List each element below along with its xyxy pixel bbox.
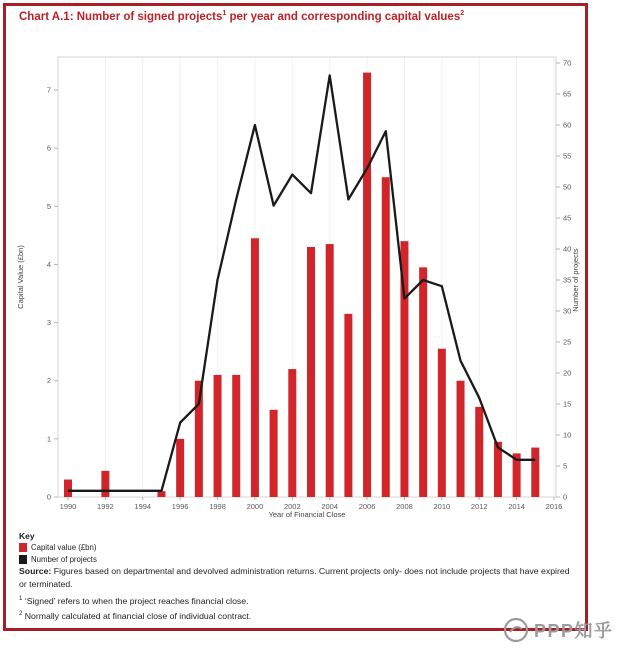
- capital-value-bar-2011: [457, 381, 465, 497]
- capital-value-bar-1995: [157, 491, 165, 497]
- footnote-2-text: Normally calculated at financial close of individual contract.: [22, 611, 252, 622]
- right-y-axis-title: Number of projects: [571, 248, 580, 312]
- x-axis-tick-label: 2014: [508, 502, 525, 511]
- chart-title-text: Chart A.1: Number of signed projects: [19, 11, 223, 23]
- footnote-1: [19, 594, 575, 609]
- capital-value-bar-1998: [214, 375, 222, 497]
- left-axis-tick-label: 5: [46, 201, 51, 211]
- capital-value-swatch: [19, 543, 27, 552]
- x-axis-title: Year of Financial Close: [268, 510, 346, 519]
- x-axis-tick-label: 1998: [209, 502, 226, 511]
- capital-value-bar-2007: [382, 177, 390, 497]
- right-axis-tick-label: 20: [563, 368, 572, 378]
- right-axis-tick-label: 65: [563, 89, 572, 99]
- right-axis-tick-label: 30: [563, 306, 572, 316]
- left-y-axis-title: Capital Value (£bn): [16, 245, 25, 309]
- capital-value-bar-2001: [270, 410, 278, 497]
- legend-item-capital-value: [19, 543, 97, 552]
- capital-value-bar-2002: [288, 369, 296, 497]
- source-note: [19, 565, 575, 591]
- source-text: Figures based on departmental and devolved administration returns. Current projects only- does not include projects that have expired or terminated.: [19, 566, 570, 590]
- legend-title: Key: [19, 531, 35, 541]
- left-axis-tick-label: 2: [46, 376, 51, 386]
- right-axis-tick-label: 50: [563, 182, 572, 192]
- x-axis-tick-label: 2004: [321, 502, 339, 511]
- capital-value-bar-2006: [363, 73, 371, 497]
- right-axis-tick-label: 35: [563, 275, 572, 285]
- right-axis-tick-label: 40: [563, 244, 572, 254]
- legend-label: Capital value (£bn): [31, 543, 97, 552]
- left-axis-tick-label: 1: [46, 434, 51, 444]
- legend-label: Number of projects: [31, 555, 97, 564]
- capital-value-bar-1999: [232, 375, 240, 497]
- left-axis-tick-label: 3: [46, 318, 51, 328]
- right-axis-tick-label: 10: [563, 430, 572, 440]
- x-axis-tick-label: 2000: [246, 502, 264, 511]
- capital-value-bar-1996: [176, 439, 184, 497]
- x-axis-tick-label: 2008: [396, 502, 413, 511]
- capital-value-bar-2000: [251, 238, 259, 497]
- x-axis-tick-label: 1994: [134, 502, 152, 511]
- right-axis-tick-label: 70: [563, 58, 572, 68]
- left-axis-tick-label: 6: [46, 143, 51, 153]
- source-label: Source:: [19, 566, 52, 576]
- x-axis-tick-label: 2002: [283, 502, 301, 511]
- right-axis-tick-label: 25: [563, 337, 572, 347]
- right-axis-tick-label: 5: [563, 461, 568, 471]
- x-axis-tick-label: 2012: [470, 502, 488, 511]
- spiral-logo-icon: [503, 617, 529, 643]
- x-axis-tick-label: 2010: [433, 502, 451, 511]
- watermark: [503, 617, 614, 643]
- capital-value-bar-2005: [344, 314, 352, 497]
- x-axis-tick-label: 1996: [171, 502, 189, 511]
- title-footnote-2-marker: 2: [460, 10, 465, 18]
- title-footnote-1-marker: 1: [222, 10, 227, 18]
- legend: [19, 531, 97, 567]
- watermark-text: PPP知乎: [534, 621, 614, 641]
- footnotes: [19, 594, 575, 624]
- number-of-projects-swatch: [19, 555, 27, 564]
- x-axis-tick-label: 2016: [545, 502, 563, 511]
- x-axis-tick-label: 2006: [358, 502, 376, 511]
- capital-value-bar-2010: [438, 349, 446, 497]
- capital-value-bar-1990: [64, 480, 72, 497]
- footnote-2-marker: 2: [19, 611, 23, 618]
- x-axis-tick-label: 1992: [97, 502, 114, 511]
- footnote-1-text: ‘Signed’ refers to when the project reaches financial close.: [22, 596, 249, 606]
- right-axis-tick-label: 55: [563, 151, 572, 161]
- right-axis-tick-label: 15: [563, 399, 572, 409]
- footnote-2: [19, 609, 575, 624]
- footnote-1-marker: 1: [19, 596, 23, 603]
- legend-item-number-of-projects: [19, 555, 97, 564]
- left-axis-tick-label: 4: [46, 259, 51, 269]
- number-of-projects-line: [68, 75, 535, 490]
- capital-value-bar-2015: [531, 448, 539, 497]
- chart-title-text-2: per year and corresponding capital values: [226, 11, 461, 23]
- left-axis-tick-label: 7: [46, 85, 51, 95]
- x-axis-tick-label: 1990: [59, 502, 77, 511]
- right-axis-tick-label: 0: [563, 492, 568, 502]
- capital-value-bar-2009: [419, 267, 427, 497]
- capital-value-bar-2004: [326, 244, 334, 497]
- capital-value-bar-2003: [307, 247, 315, 497]
- right-axis-tick-label: 60: [563, 120, 572, 130]
- right-axis-tick-label: 45: [563, 213, 572, 223]
- left-axis-tick-label: 0: [46, 492, 51, 502]
- capital-value-bar-2012: [475, 407, 483, 497]
- capital-value-bar-1992: [101, 471, 109, 497]
